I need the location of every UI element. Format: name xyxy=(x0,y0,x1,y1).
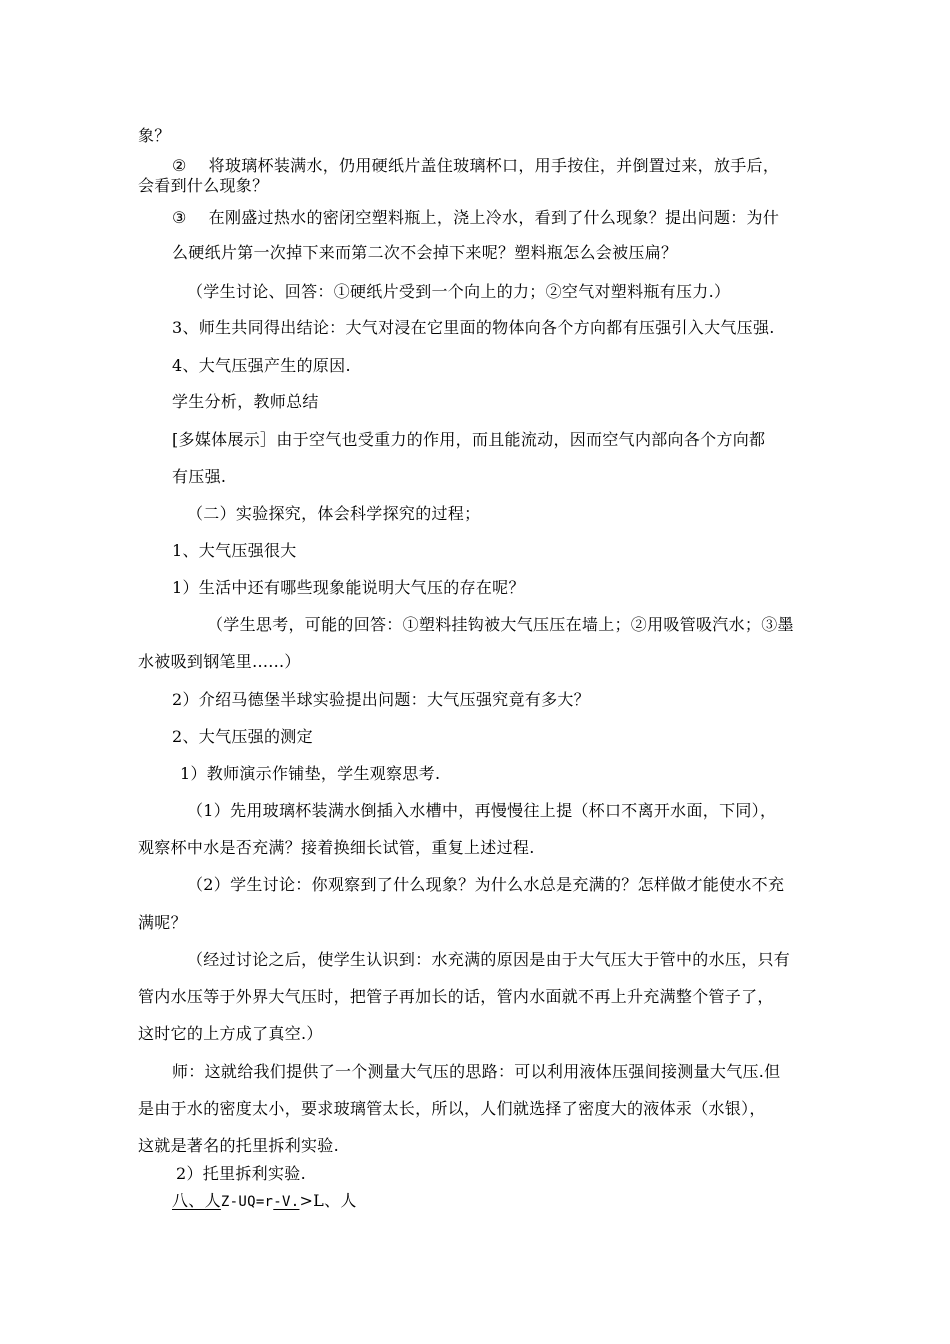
text-line: 1）教师演示作铺垫，学生观察思考. xyxy=(180,764,441,783)
text-line: 会看到什么现象？ xyxy=(138,176,269,195)
text-line: 1、大气压强很大 xyxy=(172,541,297,560)
text-line: 这就是著名的托里拆利实验. xyxy=(138,1136,339,1155)
text-line: 有压强. xyxy=(172,467,227,486)
text-line: 3、师生共同得出结论：大气对浸在它里面的物体向各个方向都有压强引入大气压强. xyxy=(172,318,775,337)
text-line: 管内水压等于外界大气压时，把管子再加长的话，管内水面就不再上升充满整个管子了， xyxy=(138,987,774,1006)
text-line: 师：这就给我们提供了一个测量大气压的思路：可以利用液体压强间接测量大气压.但 xyxy=(172,1062,781,1081)
text-line: （学生讨论、回答：①硬纸片受到一个向上的力；②空气对塑料瓶有压力.） xyxy=(187,282,731,301)
text-line: （2）学生讨论：你观察到了什么现象？为什么水总是充满的？怎样做才能使水不充 xyxy=(187,875,785,894)
circled-number: ② xyxy=(172,156,187,175)
text-line: 满呢？ xyxy=(138,913,187,932)
text-line: ② 将玻璃杯装满水，仍用硬纸片盖住玻璃杯口，用手按住，并倒置过来，放手后， xyxy=(172,156,780,175)
text-line: （学生思考，可能的回答：①塑料挂钩被大气压压在墙上；②用吸管吸汽水；③墨 xyxy=(207,615,794,634)
text-line: 学生分析，教师总结 xyxy=(172,392,319,411)
text-line: 观察杯中水是否充满？接着换细长试管，重复上述过程. xyxy=(138,838,535,857)
circled-number: ③ xyxy=(172,208,187,227)
text-line: 2）介绍马德堡半球实验提出问题：大气压强究竟有多大？ xyxy=(172,690,590,709)
text-line: 这时它的上方成了真空.） xyxy=(138,1024,323,1043)
text-line: 象？ xyxy=(138,126,171,145)
text-line: ③ 在刚盛过热水的密闭空塑料瓶上，浇上冷水，看到了什么现象？提出问题：为什 xyxy=(172,208,780,227)
text-line: 1）生活中还有哪些现象能说明大气压的存在呢？ xyxy=(172,578,525,597)
text-line: 2、大气压强的测定 xyxy=(172,727,313,746)
text-line: 水被吸到钢笔里......） xyxy=(138,652,301,671)
text-line: （经过讨论之后，使学生认识到：水充满的原因是由于大气压大于管中的水压，只有 xyxy=(187,950,791,969)
text-line: 2）托里拆利实验. xyxy=(176,1164,306,1183)
text-line: 么硬纸片第一次掉下来而第二次不会掉下来呢？塑料瓶怎么会被压扁？ xyxy=(172,243,678,262)
text-line: （1）先用玻璃杯装满水倒插入水槽中，再慢慢往上提（杯口不离开水面，下同）， xyxy=(187,801,777,820)
section-heading: （二）实验探究，体会科学探究的过程； xyxy=(187,504,481,523)
text-line: 4、大气压强产生的原因. xyxy=(172,356,351,375)
garbled-ocr-line: 八、人Z-UQ=r-V.>L、人 xyxy=(172,1191,357,1210)
text-line: 是由于水的密度太小，要求玻璃管太长，所以，人们就选择了密度大的液体汞（水银）， xyxy=(138,1099,766,1118)
text-line: [多媒体展示］由于空气也受重力的作用，而且能流动，因而空气内部向各个方向都 xyxy=(172,430,766,449)
